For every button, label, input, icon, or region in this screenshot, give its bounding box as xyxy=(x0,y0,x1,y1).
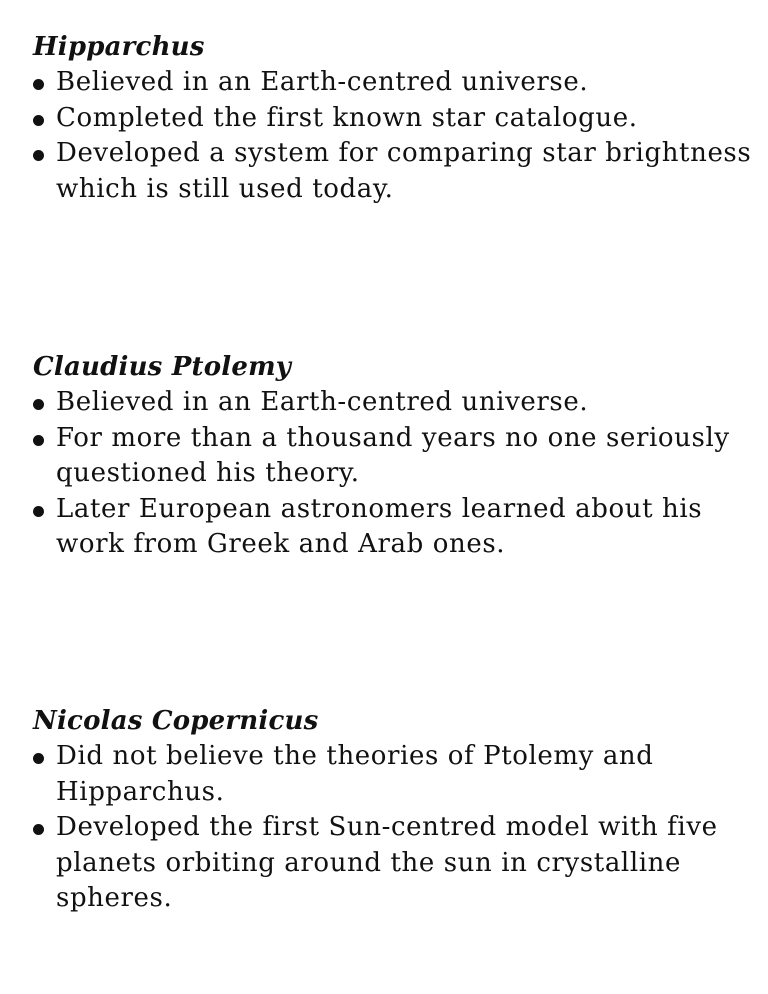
bullet-icon xyxy=(33,435,44,446)
bullet-list xyxy=(33,739,753,917)
bullet-icon xyxy=(33,824,44,835)
list-item-text: Believed in an Earth-centred universe. xyxy=(56,387,589,417)
bullet-icon xyxy=(33,753,44,764)
bullet-icon xyxy=(33,115,44,126)
list-item xyxy=(33,739,753,810)
section-heading: Nicolas Copernicus xyxy=(33,706,319,736)
section-ptolemy xyxy=(33,350,753,563)
list-item xyxy=(33,385,753,421)
bullet-icon xyxy=(33,506,44,517)
list-item xyxy=(33,810,753,917)
bullet-list xyxy=(33,65,753,207)
list-item-text: Did not believe the theories of Ptolemy and Hipparchus. xyxy=(56,741,654,807)
bullet-list xyxy=(33,385,753,563)
list-item-text: Believed in an Earth-centred universe. xyxy=(56,67,589,97)
section-hipparchus xyxy=(33,30,753,207)
list-item xyxy=(33,101,753,137)
list-item xyxy=(33,421,753,492)
list-item-text: Developed a system for comparing star brightness which is still used today. xyxy=(56,138,752,204)
list-item-text: For more than a thousand years no one seriously questioned his theory. xyxy=(56,422,730,488)
section-copernicus xyxy=(33,704,753,917)
bullet-icon xyxy=(33,150,44,161)
list-item xyxy=(33,492,753,563)
section-heading: Claudius Ptolemy xyxy=(33,352,292,382)
list-item-text: Developed the first Sun-centred model with five planets orbiting around the sun in crystalline spheres. xyxy=(56,812,718,913)
list-item xyxy=(33,136,753,207)
bullet-icon xyxy=(33,79,44,90)
list-item-text: Later European astronomers learned about his work from Greek and Arab ones. xyxy=(56,493,703,559)
list-item xyxy=(33,65,753,101)
list-item-text: Completed the first known star catalogue. xyxy=(56,102,638,133)
section-heading: Hipparchus xyxy=(33,32,205,62)
bullet-icon xyxy=(33,399,44,410)
